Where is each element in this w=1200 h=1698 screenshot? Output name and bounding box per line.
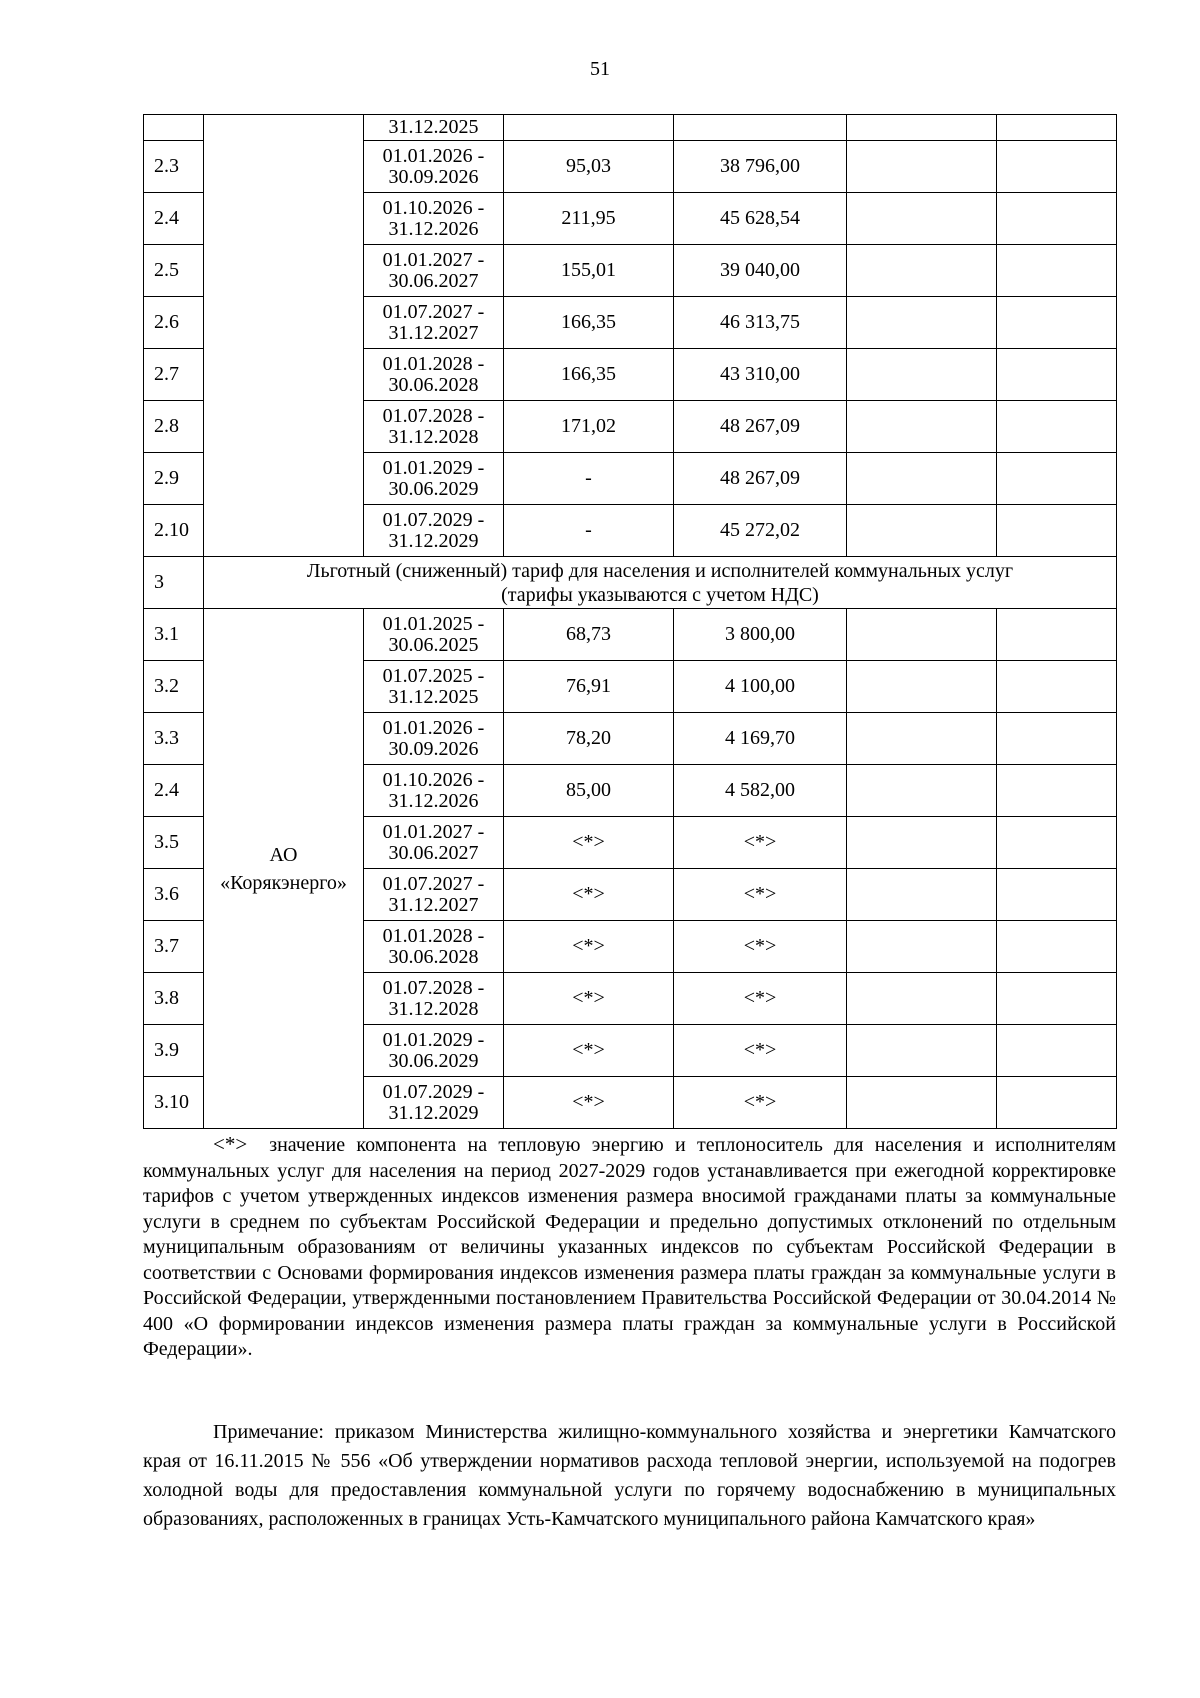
value-cell: 43 310,00 — [674, 349, 847, 401]
organization-cell — [204, 609, 364, 1129]
value-cell: <*> — [674, 869, 847, 921]
row-number: 3.9 — [144, 1025, 204, 1077]
value-cell: 76,91 — [504, 661, 674, 713]
value-cell: 171,02 — [504, 401, 674, 453]
empty-cell — [997, 609, 1117, 661]
empty-cell — [847, 609, 997, 661]
page-number: 51 — [590, 58, 610, 80]
value-cell: 68,73 — [504, 609, 674, 661]
value-cell: 48 267,09 — [674, 401, 847, 453]
value-cell: <*> — [504, 1025, 674, 1077]
empty-cell — [847, 115, 997, 141]
value-cell: 48 267,09 — [674, 453, 847, 505]
empty-cell — [847, 505, 997, 557]
period-cell: 01.07.2027 - 31.12.2027 — [364, 297, 504, 349]
footnote-symbol: <*> — [213, 1132, 248, 1156]
period-cell: 01.01.2027 - 30.06.2027 — [364, 245, 504, 297]
section-title-line: Льготный (сниженный) тариф для населения и исполнителей коммунальных услуг — [306, 559, 1014, 582]
empty-cell — [997, 869, 1117, 921]
value-cell: <*> — [504, 1077, 674, 1129]
row-number: 3.6 — [144, 869, 204, 921]
value-cell: <*> — [504, 869, 674, 921]
period-cell: 01.01.2028 - 30.06.2028 — [364, 921, 504, 973]
tariff-table — [143, 114, 1117, 1129]
period-cell: 01.07.2028 - 31.12.2028 — [364, 401, 504, 453]
empty-cell — [847, 713, 997, 765]
note-text: Примечание: приказом Министерства жилищно-коммунального хозяйства и энергетики Камчатского края от 16.11.2015 № 556 «Об утверждении нормативов расхода тепловой энергии, используемой на подогрев холодной воды для предоставления коммунальной услуги по горячему водоснабжению в муниципальных образованиях, расположенных в границах Усть-Камчатского муниципального района Камчатского края» — [143, 1421, 1116, 1530]
period-cell: 01.07.2027 - 31.12.2027 — [364, 869, 504, 921]
row-number: 2.10 — [144, 505, 204, 557]
empty-cell — [847, 973, 997, 1025]
row-number: 3.2 — [144, 661, 204, 713]
organization-name: «Корякэнерго» — [220, 871, 347, 894]
row-number: 2.7 — [144, 349, 204, 401]
empty-cell — [997, 817, 1117, 869]
value-cell: 46 313,75 — [674, 297, 847, 349]
value-cell: 95,03 — [504, 141, 674, 193]
empty-cell — [997, 505, 1117, 557]
value-cell: 211,95 — [504, 193, 674, 245]
value-cell: 3 800,00 — [674, 609, 847, 661]
value-cell: 38 796,00 — [674, 141, 847, 193]
org-cell-empty — [204, 115, 364, 557]
empty-cell — [847, 661, 997, 713]
period-cell: 01.01.2029 - 30.06.2029 — [364, 1025, 504, 1077]
empty-cell — [847, 245, 997, 297]
row-number: 2.6 — [144, 297, 204, 349]
value-cell: <*> — [674, 1077, 847, 1129]
value-cell: <*> — [674, 817, 847, 869]
footnote — [143, 1132, 1116, 1363]
empty-cell — [847, 401, 997, 453]
value-cell: 39 040,00 — [674, 245, 847, 297]
period-cell: 01.10.2026 - 31.12.2026 — [364, 765, 504, 817]
value-cell: 45 272,02 — [674, 505, 847, 557]
row-number: 2.3 — [144, 141, 204, 193]
value-cell — [674, 115, 847, 141]
value-cell: 4 100,00 — [674, 661, 847, 713]
row-number: 2.5 — [144, 245, 204, 297]
empty-cell — [847, 193, 997, 245]
period-cell: 01.07.2029 - 31.12.2029 — [364, 1077, 504, 1129]
empty-cell — [997, 349, 1117, 401]
tariff-table-body — [144, 115, 1117, 1129]
empty-cell — [997, 245, 1117, 297]
row-number — [144, 115, 204, 141]
period-cell: 01.01.2029 - 30.06.2029 — [364, 453, 504, 505]
period-cell: 01.01.2027 - 30.06.2027 — [364, 817, 504, 869]
empty-cell — [997, 401, 1117, 453]
period-cell: 31.12.2025 — [364, 115, 504, 141]
value-cell: <*> — [674, 921, 847, 973]
row-number: 3.7 — [144, 921, 204, 973]
empty-cell — [997, 921, 1117, 973]
empty-cell — [997, 713, 1117, 765]
row-number: 2.9 — [144, 453, 204, 505]
value-cell: 4 169,70 — [674, 713, 847, 765]
row-number: 3.3 — [144, 713, 204, 765]
row-number: 2.8 — [144, 401, 204, 453]
empty-cell — [847, 765, 997, 817]
empty-cell — [997, 765, 1117, 817]
note — [143, 1418, 1116, 1534]
empty-cell — [997, 193, 1117, 245]
empty-cell — [997, 115, 1117, 141]
table-row — [144, 115, 1117, 141]
row-number: 3.8 — [144, 973, 204, 1025]
period-cell: 01.01.2026 - 30.09.2026 — [364, 141, 504, 193]
empty-cell — [847, 349, 997, 401]
footnote-paragraph — [143, 1132, 1116, 1363]
footnote-text: значение компонента на тепловую энергию и теплоноситель для населения и исполнителям коммунальных услуг для населения на период 2027-2029 годов устанавливается при ежегодной корректировке тарифов с учетом утвержденных индексов изменения размера вносимой гражданами платы за коммунальные услуги в среднем по субъектам Российской Федерации и предельно допустимых отклонений по отдельным муниципальным образованиям от величины указанных индексов по субъектам Российской Федерации в соответствии с Основами формирования индексов изменения размера платы граждан за коммунальные услуги в Российской Федерации, утвержденными постановлением Правительства Российской Федерации от 30.04.2014 № 400 «О формировании индексов изменения размера платы граждан за коммунальные услуги в Российской Федерации». — [143, 1134, 1116, 1360]
empty-cell — [847, 921, 997, 973]
section-header-row — [144, 557, 1117, 609]
empty-cell — [997, 297, 1117, 349]
row-number: 3.5 — [144, 817, 204, 869]
row-number: 2.4 — [144, 193, 204, 245]
empty-cell — [997, 1077, 1117, 1129]
empty-cell — [847, 1077, 997, 1129]
empty-cell — [997, 1025, 1117, 1077]
period-cell: 01.10.2026 - 31.12.2026 — [364, 193, 504, 245]
empty-cell — [997, 453, 1117, 505]
period-cell: 01.01.2025 - 30.06.2025 — [364, 609, 504, 661]
period-cell: 01.01.2028 - 30.06.2028 — [364, 349, 504, 401]
value-cell: <*> — [674, 1025, 847, 1077]
value-cell — [504, 115, 674, 141]
empty-cell — [847, 869, 997, 921]
value-cell: - — [504, 453, 674, 505]
section-number: 3 — [144, 557, 204, 609]
row-number: 3.10 — [144, 1077, 204, 1129]
row-number: 3.1 — [144, 609, 204, 661]
period-cell: 01.07.2025 - 31.12.2025 — [364, 661, 504, 713]
organization-type: АО — [269, 843, 298, 866]
table-row — [144, 609, 1117, 661]
value-cell: <*> — [504, 973, 674, 1025]
value-cell: 78,20 — [504, 713, 674, 765]
empty-cell — [997, 973, 1117, 1025]
value-cell: 45 628,54 — [674, 193, 847, 245]
empty-cell — [847, 817, 997, 869]
empty-cell — [997, 661, 1117, 713]
value-cell: <*> — [504, 921, 674, 973]
row-number: 2.4 — [144, 765, 204, 817]
empty-cell — [847, 453, 997, 505]
section-title — [204, 557, 1117, 609]
empty-cell — [847, 1025, 997, 1077]
value-cell: - — [504, 505, 674, 557]
empty-cell — [847, 141, 997, 193]
value-cell: <*> — [504, 817, 674, 869]
value-cell: <*> — [674, 973, 847, 1025]
period-cell: 01.01.2026 - 30.09.2026 — [364, 713, 504, 765]
empty-cell — [997, 141, 1117, 193]
value-cell: 85,00 — [504, 765, 674, 817]
value-cell: 166,35 — [504, 349, 674, 401]
value-cell: 166,35 — [504, 297, 674, 349]
period-cell: 01.07.2028 - 31.12.2028 — [364, 973, 504, 1025]
note-paragraph — [143, 1418, 1116, 1534]
period-cell: 01.07.2029 - 31.12.2029 — [364, 505, 504, 557]
empty-cell — [847, 297, 997, 349]
section-title-line: (тарифы указываются с учетом НДС) — [501, 583, 819, 606]
value-cell: 4 582,00 — [674, 765, 847, 817]
value-cell: 155,01 — [504, 245, 674, 297]
